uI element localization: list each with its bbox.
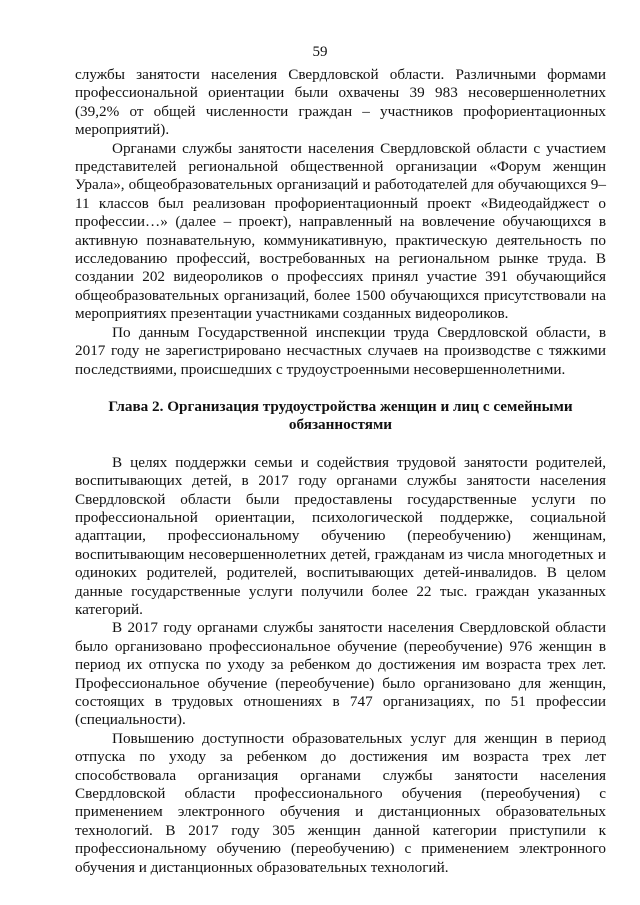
paragraph-vocational-training: В 2017 году органами службы занятости населения Свердловской области было организовано профессиональное обучение (переобучение) 976 женщин в период их отпуска по уходу за ребенком до достижения им возраста трех лет. Профессиональное обучение (переобучение) было организовано для женщин, состоящих в трудовых отношениях в 747 организациях, по 51 профессии (специальности). — [75, 619, 606, 729]
paragraph-continuation: службы занятости населения Свердловской области. Различными формами профессиональной ориентации были охвачены 39 983 несовершеннолетних (39,2% от общей численности граждан – участников профориентационных мероприятий). — [75, 66, 606, 139]
spacer — [75, 379, 606, 398]
spacer — [75, 435, 606, 454]
page-number: 59 — [312, 44, 328, 60]
paragraph-labor-inspection: По данным Государственной инспекции труда Свердловской области, в 2017 году не зарегистрировано несчастных случаев на производстве с тяжкими последствиями, происшедших с трудоустроенными несовершеннолетними. — [75, 323, 606, 378]
paragraph-distance-learning: Повышению доступности образовательных услуг для женщин в период отпуска по уходу за ребенком до достижения им возраста трех лет способствовала организация органами службы занятости населения Свердловской области профессионального обучения (переобучения) с применением электронного обучения и дистанционных образовательных технологий. В 2017 году 305 женщин данной категории приступили к профессиональному обучению (переобучению) с применением электронного обучения и дистанционных образовательных технологий. — [75, 729, 606, 876]
chapter-heading: Глава 2. Организация трудоустройства женщин и лиц с семейными обязанностями — [108, 397, 573, 434]
paragraph-video-digest-project: Органами службы занятости населения Свердловской области с участием представителей региональной общественной организации «Форум женщин Урала», общеобразовательных организаций и работодателей для обучающихся 9–11 классов был реализован профориентационный проект «Видеодайджест о профессии…» (далее – проект), направленный на вовлечение обучающихся в активную познавательную, коммуникативную, практическую деятельность по исследованию профессий, востребованных на региональном рынке труда. В создании 202 видеороликов о профессиях принял участие 391 обучающийся общеобразовательных организаций, более 1500 обучающихся присутствовали на мероприятиях презентации участниками созданных видеороликов. — [75, 139, 606, 323]
page-content — [75, 66, 606, 877]
paragraph-family-support: В целях поддержки семьи и содействия трудовой занятости родителей, воспитывающих детей, в 2017 году органами службы занятости населения Свердловской области были предоставлены государственные услуги по профессиональной ориентации, психологической поддержке, социальной адаптации, профессиональному обучению (переобучению) женщинам, воспитывающим несовершеннолетних детей, гражданам из числа многодетных и одиноких родителей, родителей, воспитывающих детей-инвалидов. В целом данные государственные услуги получили более 22 тыс. граждан указанных категорий. — [75, 453, 606, 618]
